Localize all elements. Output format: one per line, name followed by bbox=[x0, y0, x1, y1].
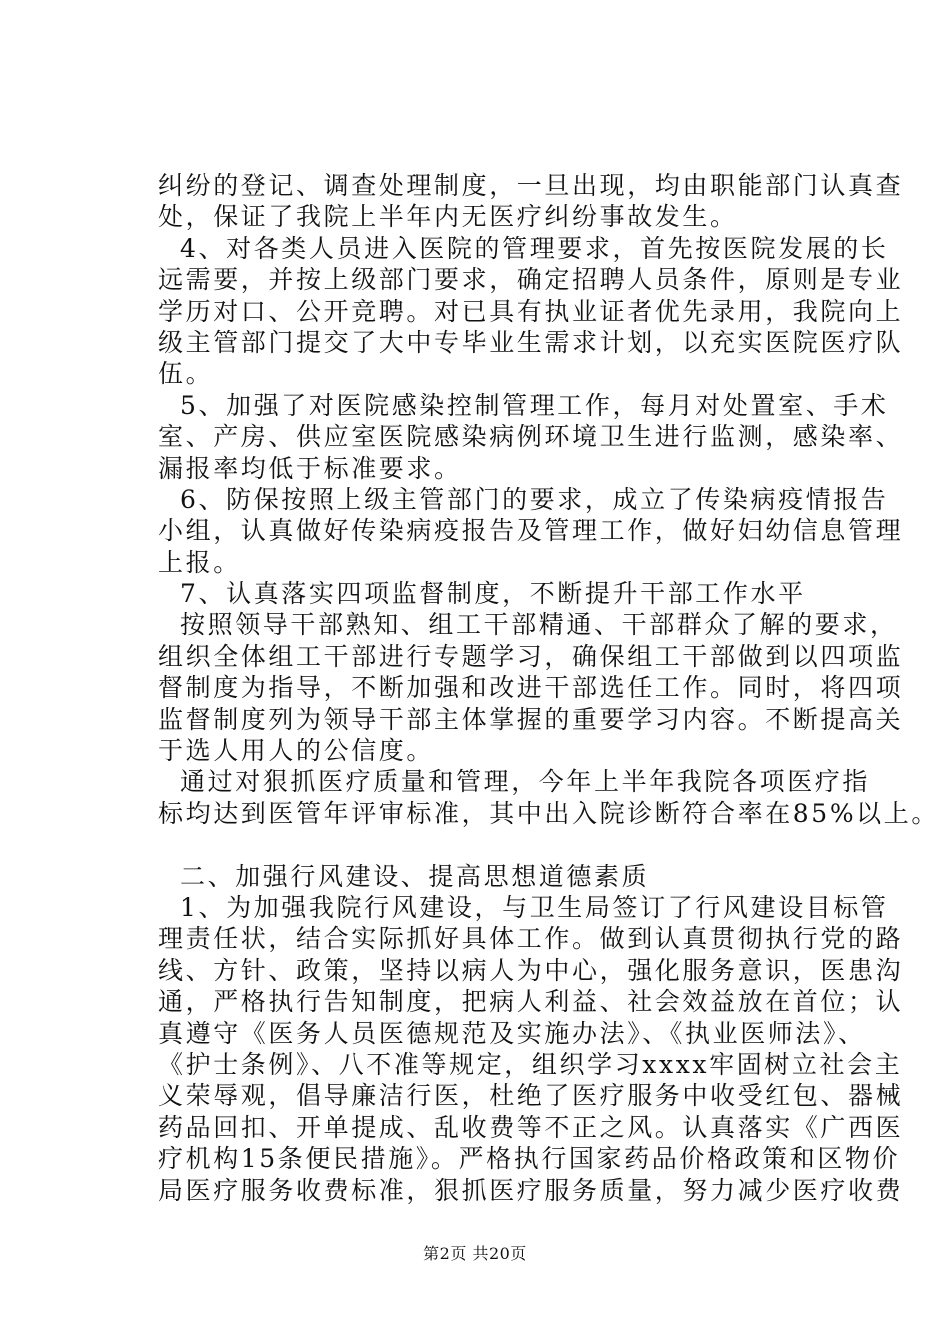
text-line: 漏报率均低于标准要求。 bbox=[158, 453, 462, 483]
text-line: 理责任状，结合实际抓好具体工作。做到认真贯彻执行党的路 bbox=[158, 924, 904, 954]
text-line: 二、加强行风建设、提高思想道德素质 bbox=[180, 861, 650, 891]
text-line: 义荣辱观，倡导廉洁行医，杜绝了医疗服务中收受红包、器械 bbox=[158, 1081, 904, 1111]
text-line: 5、加强了对医院感染控制管理工作，每月对处置室、手术 bbox=[180, 390, 889, 420]
text-line: 室、产房、供应室医院感染病例环境卫生进行监测，感染率、 bbox=[158, 422, 904, 452]
text-line: 局医疗服务收费标准，狠抓医疗服务质量，努力减少医疗收费 bbox=[158, 1175, 904, 1205]
text-line: 通，严格执行告知制度，把病人利益、社会效益放在首位；认 bbox=[158, 987, 904, 1017]
text-line: 4、对各类人员进入医院的管理要求，首先按医院发展的长 bbox=[180, 233, 889, 263]
text-line: 1、为加强我院行风建设，与卫生局签订了行风建设目标管 bbox=[180, 892, 889, 922]
text-line: 7、认真落实四项监督制度，不断提升干部工作水平 bbox=[180, 579, 806, 609]
text-line: 上报。 bbox=[158, 547, 241, 577]
text-line: 纠纷的登记、调查处理制度，一旦出现，均由职能部门认真查 bbox=[158, 171, 904, 200]
text-line: 小组，认真做好传染病疫报告及管理工作，做好妇幼信息管理 bbox=[158, 516, 904, 546]
text-line: 级主管部门提交了大中专毕业生需求计划，以充实医院医疗队 bbox=[158, 327, 904, 357]
text-line: 疗机构15条便民措施》。严格执行国家药品价格政策和区物价 bbox=[158, 1144, 901, 1174]
text-line: 《护士条例》、八不准等规定，组织学习xxxx牢固树立社会主 bbox=[158, 1049, 903, 1079]
text-line: 监督制度列为领导干部主体掌握的重要学习内容。不断提高关 bbox=[158, 704, 904, 734]
text-line: 按照领导干部熟知、组工干部精通、干部群众了解的要求， bbox=[180, 610, 898, 640]
text-line: 线、方针、政策，坚持以病人为中心，强化服务意识，医患沟 bbox=[158, 955, 904, 985]
text-line: 远需要，并按上级部门要求，确定招聘人员条件，原则是专业 bbox=[158, 265, 904, 295]
text-line: 学历对口、公开竞聘。对已具有执业证者优先录用，我院向上 bbox=[158, 296, 904, 326]
document-body bbox=[158, 170, 939, 1206]
text-line: 伍。 bbox=[158, 359, 214, 389]
text-line: 真遵守《医务人员医德规范及实施办法》、《执业医师法》、 bbox=[158, 1018, 866, 1048]
blank-line bbox=[158, 829, 848, 860]
page-footer: 第2页 共20页 bbox=[423, 1244, 527, 1263]
text-line: 组织全体组工干部进行专题学习，确保组工干部做到以四项监 bbox=[158, 641, 904, 671]
text-line: 督制度为指导，不断加强和改进干部选任工作。同时，将四项 bbox=[158, 673, 904, 703]
text-line: 6、防保按照上级主管部门的要求，成立了传染病疫情报告 bbox=[180, 484, 889, 514]
text-line: 处，保证了我院上半年内无医疗纠纷事故发生。 bbox=[158, 202, 738, 232]
text-line: 药品回扣、开单提成、乱收费等不正之风。认真落实《广西医 bbox=[158, 1112, 904, 1142]
text-line: 通过对狠抓医疗质量和管理，今年上半年我院各项医疗指 bbox=[180, 767, 871, 797]
text-line: 于选人用人的公信度。 bbox=[158, 736, 435, 766]
text-line: 标均达到医管年评审标准，其中出入院诊断符合率在85%以上。 bbox=[158, 798, 939, 828]
